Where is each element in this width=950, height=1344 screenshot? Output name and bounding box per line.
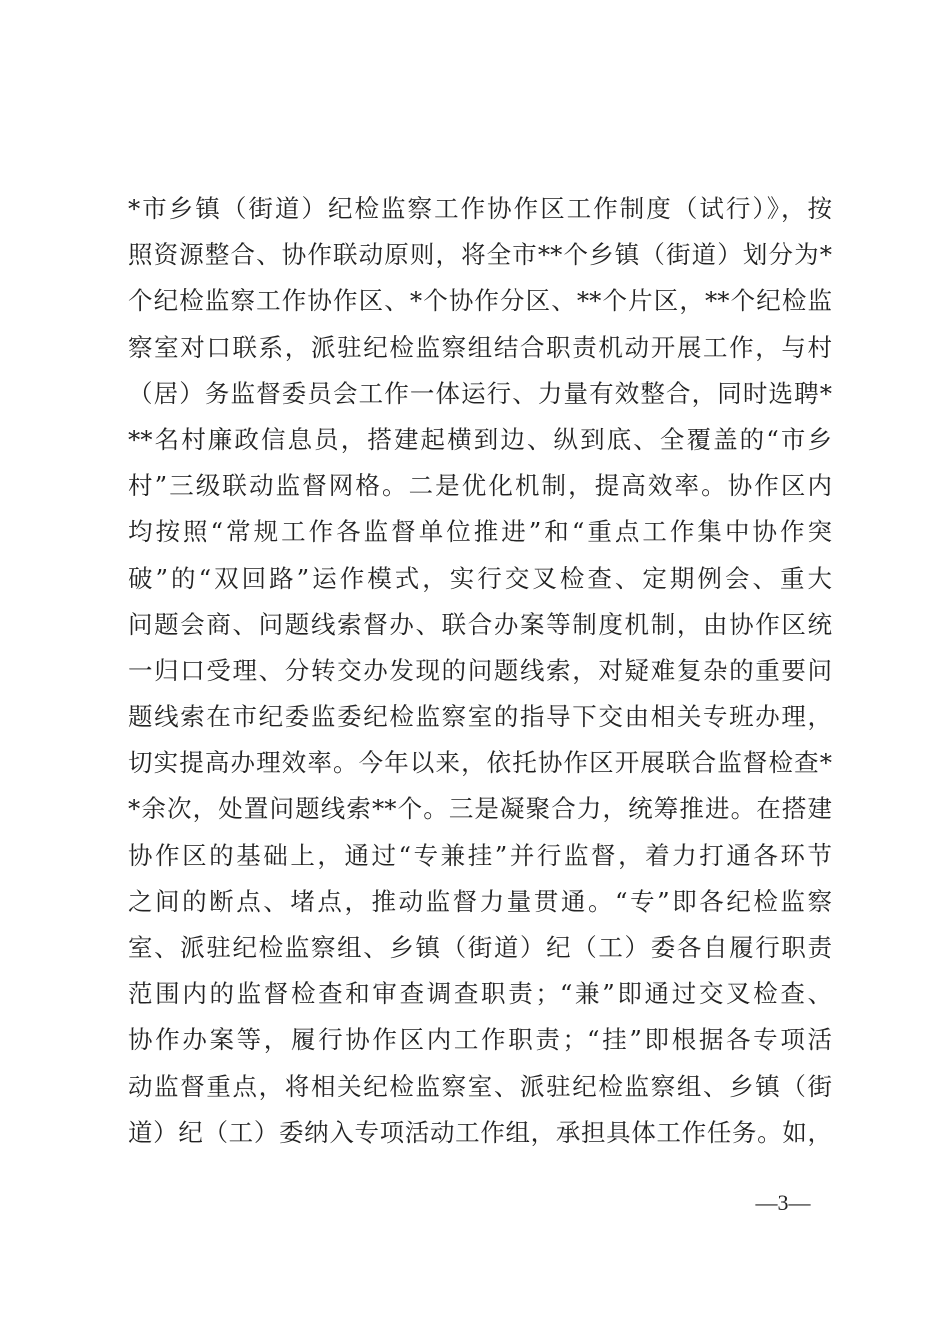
text-line: *市乡镇（街道）纪检监察工作协作区工作制度（试行）》，按 bbox=[128, 194, 832, 223]
text-line: 切实提高办理效率。今年以来，依托协作区开展联合监督检查* bbox=[128, 748, 832, 778]
text-line: 破”的“双回路”运作模式，实行交叉检查、定期例会、重大 bbox=[128, 563, 832, 593]
text-line: 室、派驻纪检监察组、乡镇（街道）纪（工）委各自履行职责 bbox=[128, 933, 832, 962]
text-line: *余次，处置问题线索**个。三是凝聚合力，统筹推进。在搭建 bbox=[128, 794, 832, 824]
body-text bbox=[128, 186, 832, 1156]
text-line: 个纪检监察工作协作区、*个协作分区、**个片区，**个纪检监 bbox=[128, 286, 832, 316]
text-line: 照资源整合、协作联动原则，将全市**个乡镇（街道）划分为* bbox=[128, 240, 832, 270]
text-line: 协作区的基础上，通过“专兼挂”并行监督，着力打通各环节 bbox=[128, 840, 832, 870]
text-line: 题线索在市纪委监委纪检监察室的指导下交由相关专班办理， bbox=[128, 702, 832, 732]
text-line: 之间的断点、堵点，推动监督力量贯通。“专”即各纪检监察 bbox=[128, 886, 832, 916]
text-line: 均按照“常规工作各监督单位推进”和“重点工作集中协作突 bbox=[128, 517, 832, 547]
text-line: 村”三级联动监督网格。二是优化机制，提高效率。协作区内 bbox=[128, 471, 832, 501]
text-line: 动监督重点，将相关纪检监察室、派驻纪检监察组、乡镇（街 bbox=[128, 1071, 832, 1101]
text-line: 一归口受理、分转交办发现的问题线索，对疑难复杂的重要问 bbox=[128, 655, 832, 685]
text-line: **名村廉政信息员，搭建起横到边、纵到底、全覆盖的“市乡 bbox=[128, 424, 832, 454]
text-line: 察室对口联系，派驻纪检监察组结合职责机动开展工作，与村 bbox=[128, 332, 832, 362]
text-line: 范围内的监督检查和审查调查职责；“兼”即通过交叉检查、 bbox=[128, 979, 832, 1009]
text-line: 协作办案等，履行协作区内工作职责；“挂”即根据各专项活 bbox=[128, 1025, 832, 1055]
page-number: —3— bbox=[755, 1190, 811, 1215]
text-line: 问题会商、问题线索督办、联合办案等制度机制，由协作区统 bbox=[128, 609, 832, 639]
text-line: （居）务监督委员会工作一体运行、力量有效整合，同时选聘* bbox=[128, 378, 832, 408]
text-line: 道）纪（工）委纳入专项活动工作组，承担具体工作任务。如， bbox=[128, 1117, 832, 1147]
